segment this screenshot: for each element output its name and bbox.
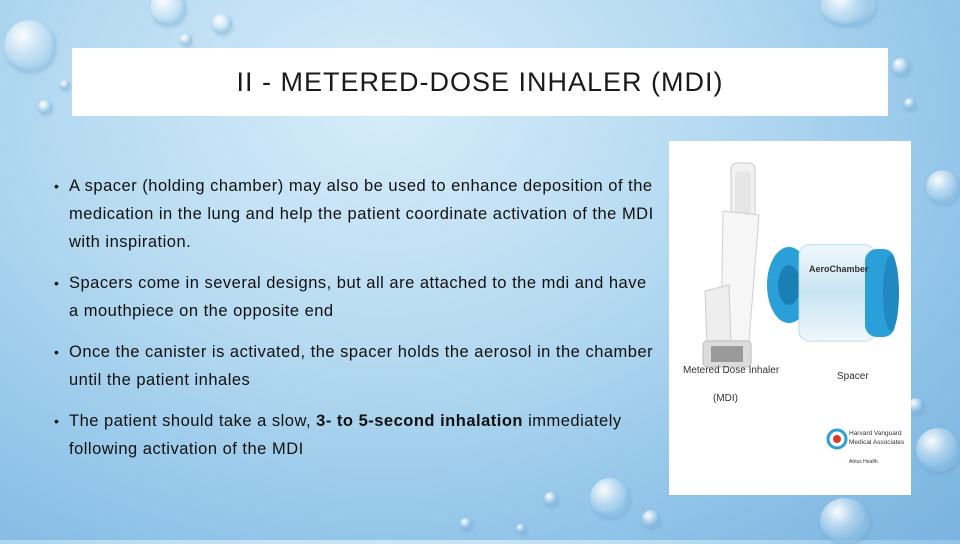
water-drop [60,80,70,90]
bullet-text: Spacers come in several designs, but all are attached to the mdi and have a mouthpiece on the opposite end [69,274,647,320]
bullet-item [48,338,658,394]
water-drop [892,58,910,76]
logo-line2: Medical Associates [849,439,905,446]
bullet-list [48,172,658,476]
water-drop [460,518,472,530]
logo-line3: Atrius Health [849,459,878,465]
water-drop [544,492,558,506]
slide-title: II - METERED-DOSE INHALER (MDI) [236,66,724,97]
water-drop [820,0,876,26]
water-drop [820,498,870,544]
water-drop [38,100,52,114]
bullet-item [48,172,658,256]
bullet-dot-icon: • [54,275,60,291]
water-drop [180,34,192,46]
bullet-dot-icon: • [54,178,60,194]
bullet-dot-icon: • [54,413,60,429]
water-drop [926,170,960,204]
spacer-brand-label: AeroChamber [809,264,869,274]
bullet-text: A spacer (holding chamber) may also be used to enhance deposition of the medication in the lung and help the patient coordinate activation of the MDI with inspiration. [69,177,654,251]
mdi-caption-line2: (MDI) [713,393,738,404]
water-drop [212,14,232,34]
water-drop [4,20,56,72]
bullet-text: Once the canister is activated, the spacer holds the aerosol in the chamber until the patient inhales [69,343,654,389]
bullet-item [48,269,658,325]
inhaler-illustration [669,141,911,495]
mdi-caption-line1: Metered Dose Inhaler [683,365,780,376]
water-drop [642,510,660,528]
clinic-logo [828,430,905,465]
title-box [72,48,888,116]
water-drop [516,524,526,534]
logo-line1: Harvard Vanguard [849,430,902,437]
inhaler-photo [669,141,911,495]
mdi-device-icon [703,163,759,367]
bullet-dot-icon: • [54,344,60,360]
spacer-caption: Spacer [837,371,869,382]
water-drop [590,478,630,518]
bullet-text-after: immediately following activation of the MDI [69,412,622,458]
bullet-text-bold: 3- to 5-second inhalation [316,412,524,430]
spacer-device-icon [767,245,899,341]
bullet-item [48,407,658,463]
water-drop [916,428,960,472]
water-drop [904,98,916,110]
bullet-text-before: The patient should take a slow, [69,412,317,430]
water-drop [150,0,186,26]
